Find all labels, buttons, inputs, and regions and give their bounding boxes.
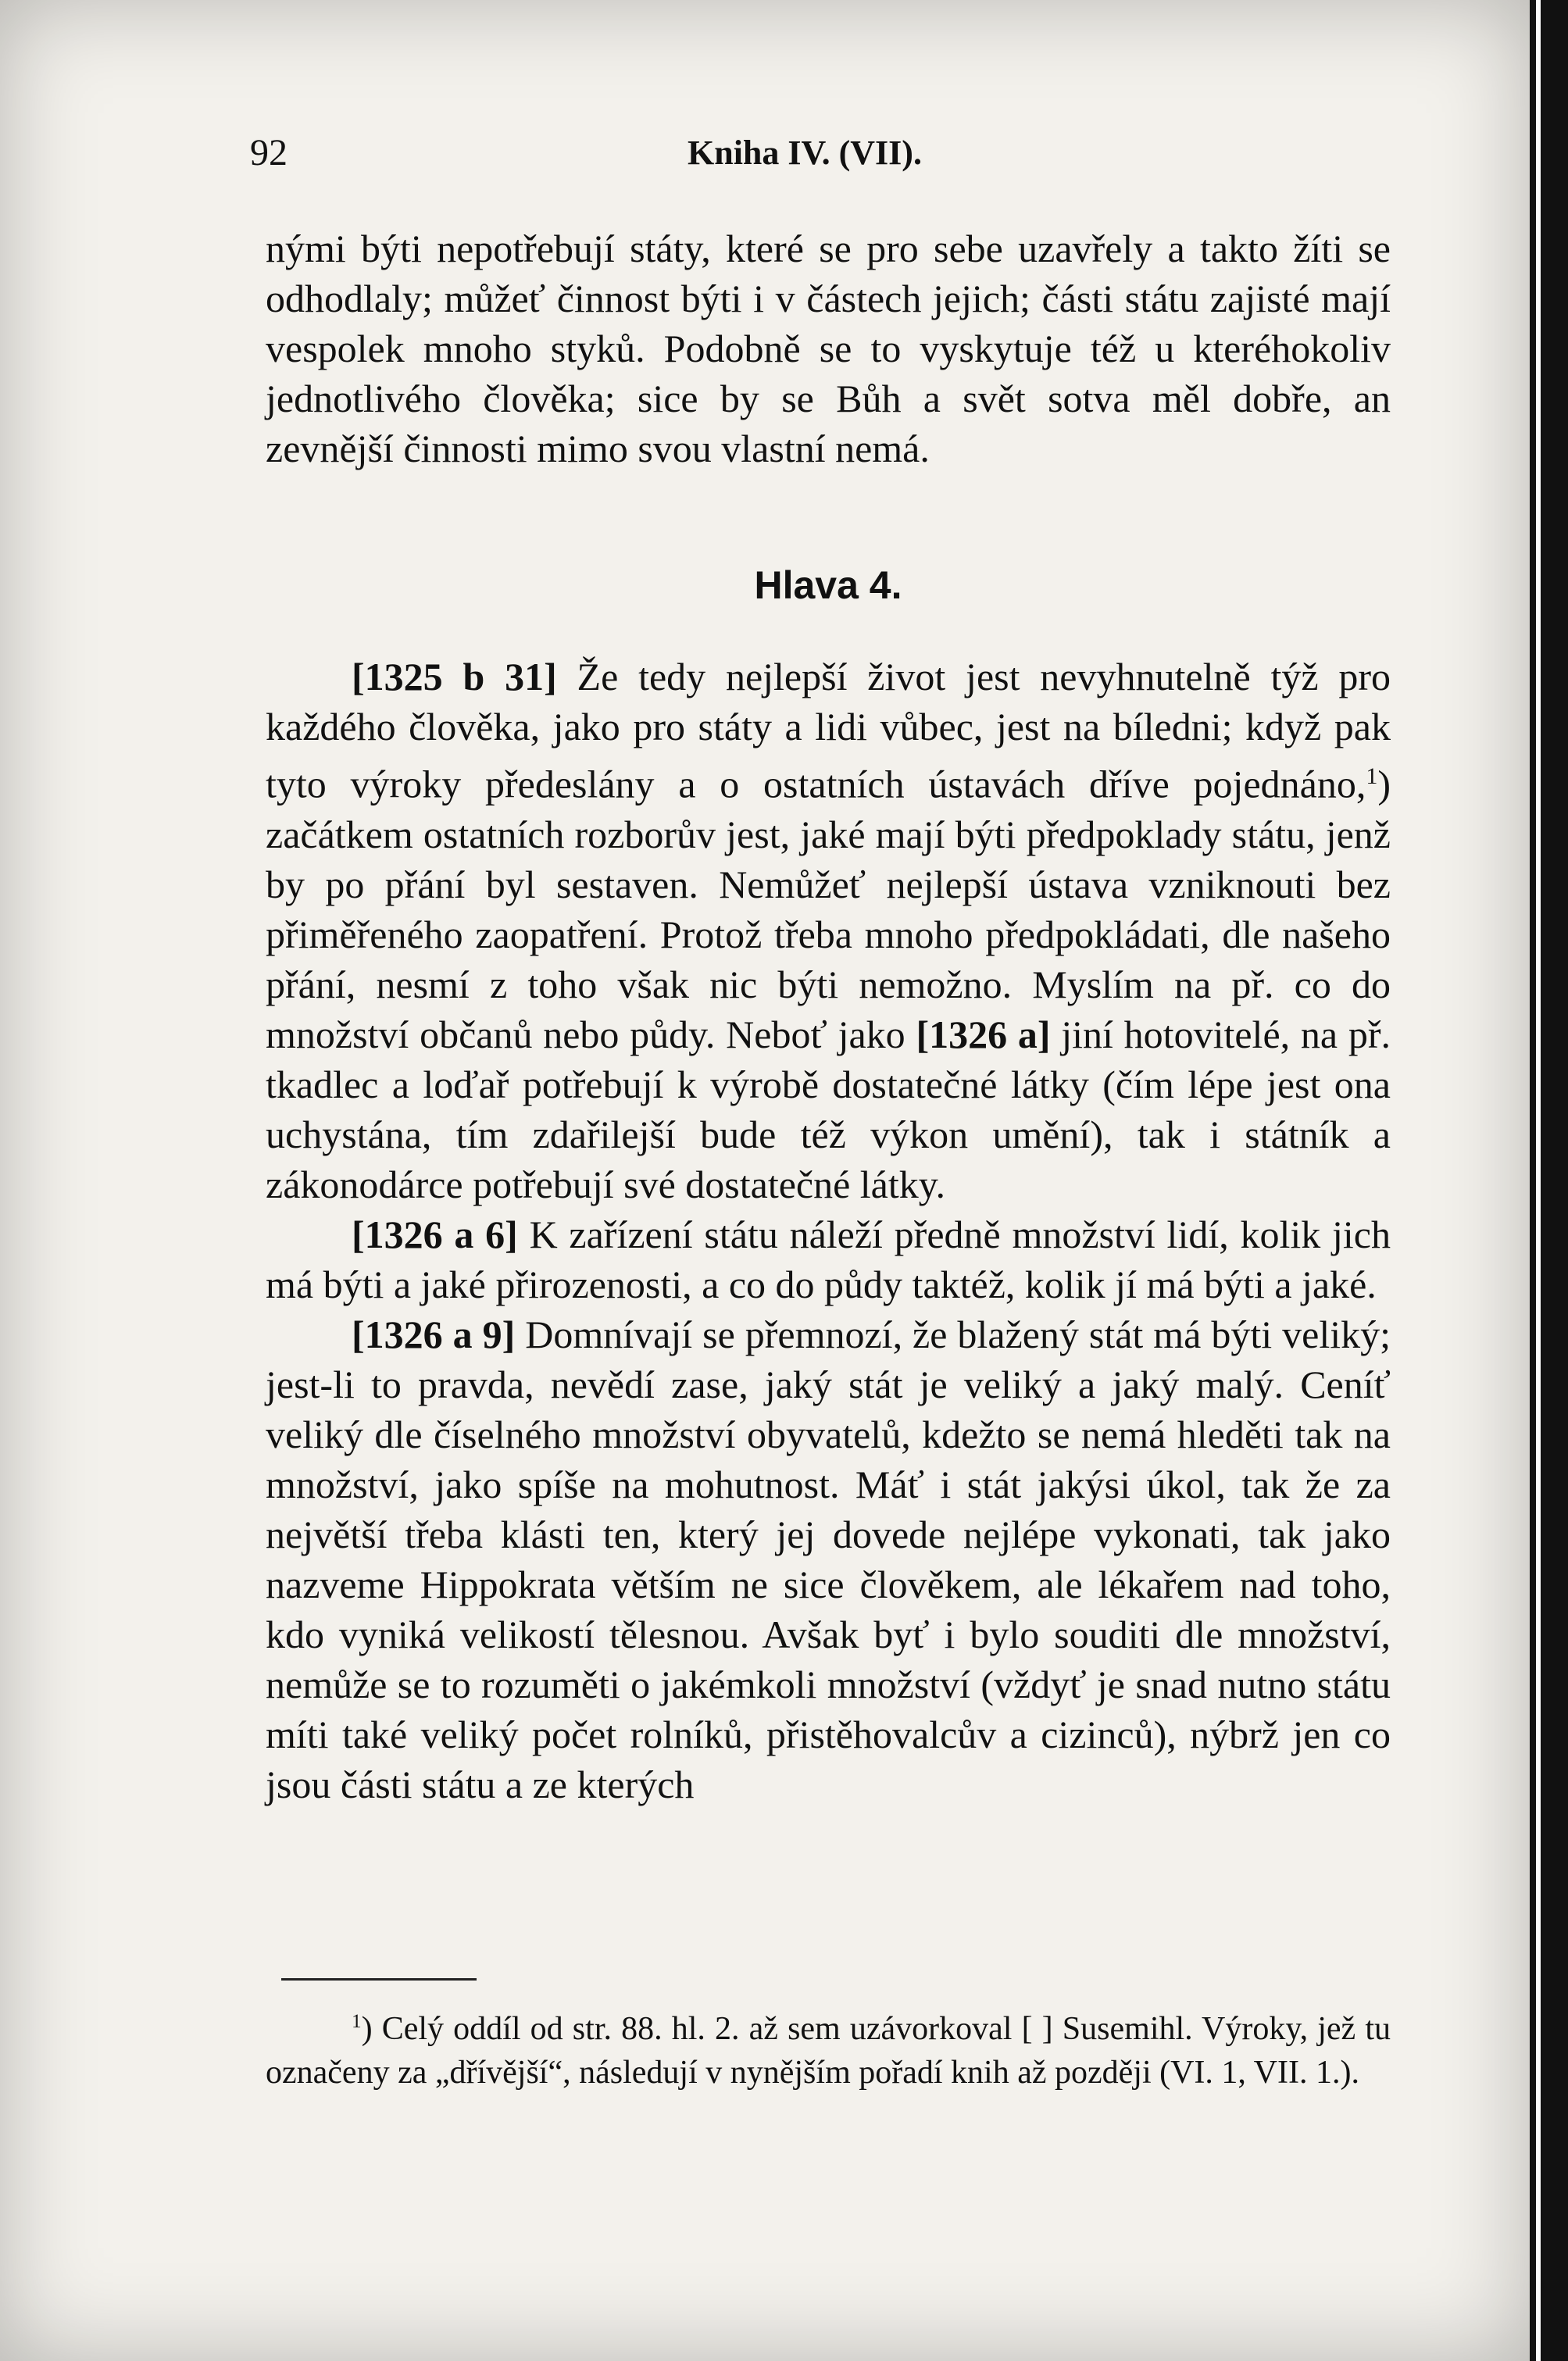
text-block-top [266, 223, 1391, 473]
page-header [250, 131, 1383, 186]
bekker-reference: [1326 a 9] [352, 1312, 516, 1356]
chapter-title: Hlava 4. [754, 563, 902, 607]
page-number: 92 [250, 132, 288, 173]
paragraph-3 [266, 1309, 1391, 1809]
paragraph-text: ) začátkem ostatních rozborův jest, jaké mají býti předpoklady státu, jenž by po přání byl sestaven. Nemůžeť nejlepší ústava vzniknouti bez přiměřeného zaopatření. Protož třeba mnoho předpokládati, dle našeho přání, nesmí z toho však nic býti nemožno. Myslím na př. co do množství občanů nebo půdy. Neboť jako [266, 762, 1391, 1056]
footnote [266, 2000, 1391, 2095]
paragraph-continued: nými býti nepotřebují státy, které se pro sebe uzavřely a takto žíti se odhodlaly; můžeť činnost býti i v částech jejich; části státu zajisté mají vespolek mnoho styků. Podobně se to vyskytuje též u kteréhokoliv jednotlivého člověka; sice by se Bůh a svět sotva měl dobře, an zevnější činnosti mimo svou vlastní nemá. [266, 227, 1391, 470]
paragraph-1 [266, 652, 1391, 1209]
bekker-reference-inline: [1326 a] [916, 1012, 1051, 1056]
paragraph-text: K zařízení státu náleží předně množství lidí, kolik jich má býti a jaké přirozenosti, a co do půdy taktéž, kolik jí má býti a jaké. [266, 1212, 1391, 1306]
paragraph-text: Domnívají se přemnozí, že blažený stát má býti veliký; jest-li to pravda, nevědí zase, jaký stát je veliký a jaký malý. Ceníť veliký dle číselného množství obyvatelů, kdežto se nemá hleděti tak na množství, jako spíše na mohutnost. Máť i stát jakýsi úkol, tak že za největší třeba klásti ten, který jej dovede nejlépe vykonati, tak jako nazveme Hippokrata větším ne sice člověkem, ale lékařem nad toho, kdo vyniká velikostí tělesnou. Avšak byť i bylo souditi dle množství, nemůže se to rozuměti o jakémkoli množství (vždyť je snad nutno státu míti také veliký počet rolníků, přistěhovalcův a cizinců), nýbrž jen co jsou části státu a ze kterých [266, 1312, 1391, 1806]
bekker-reference: [1326 a 6] [352, 1212, 518, 1256]
scan-edge-highlight [1536, 0, 1541, 2361]
paragraph-text: Že tedy nejlepší život jest nevyhnutelně týž pro každého člověka, jako pro státy a lidi vůbec, jest na bíledni; když pak tyto výroky předeslány a o ostatních ústavách dříve pojednáno, [266, 655, 1391, 806]
running-head: Kniha IV. (VII). [688, 134, 922, 172]
footnote-divider [281, 1978, 477, 1981]
paragraph-2 [266, 1209, 1391, 1309]
footnote-body: ) Celý oddíl od str. 88. hl. 2. až sem uzávorkoval [ ] Susemihl. Výroky, jež tu označeny za „dřívější“, následují v nynějším pořadí knih až později (VI. 1, VII. 1.). [266, 2011, 1391, 2091]
paragraph-text: jiní hotovitelé, na př. tkadlec a loďař potřebují k výrobě dostatečné látky (čím lépe jest ona uchystána, tím zdařilejší bude též výkon umění), tak i státník a zákonodárce potřebují své dostatečné látky. [266, 1012, 1391, 1206]
text-block-main [266, 652, 1391, 1809]
footnote-marker: 1 [1366, 763, 1378, 789]
bekker-reference: [1325 b 31] [352, 655, 557, 698]
footnote-mark: 1 [352, 2011, 362, 2032]
footnote-text [266, 2000, 1391, 2095]
